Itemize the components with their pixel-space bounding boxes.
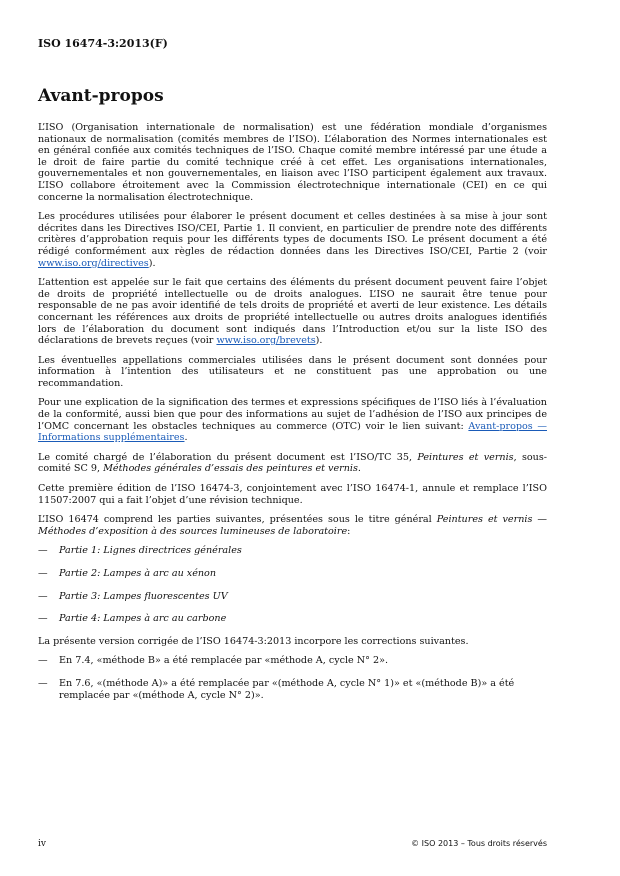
patents-text: L’attention est appelée sur le fait que certains des éléments du présent document peuvent faire l’objet de droits de propriété intellectuelle ou de droits analogues. L’ISO ne saurait être tenue pour responsable de ne pas avoir identifié de tels droits de propriété et averti de leur existence. Les détails concernant les références aux droits de propriété intellectuelle ou autres droits analogues identifiés lors de l’élaboration du document sont indiqués dans l’Introduction et/ou sur la liste ISO des déclarations de brevets reçues (voir (38, 277, 547, 347)
procedures-text: Les procédures utilisées pour élaborer le présent document et celles destinées à sa mise à jour sont décrites dans les Directives ISO/CEI, Partie 1. Il convient, en particulier de prendre note des différents critères d’approbation requis pour les différents types de documents ISO. Le présent document a été rédigé conformément aux règles de rédaction données dans les Directives ISO/CEI, Partie 2 (voir (38, 211, 547, 257)
part-list-item (38, 591, 547, 603)
dash-marker: — (38, 677, 48, 689)
dash-marker: — (38, 613, 48, 625)
committee-text-a: Le comité chargé de l’élaboration du présent document est l’ISO/TC 35, (38, 451, 418, 463)
paragraph-edition: Cette première édition de l’ISO 16474-3, conjointement avec l’ISO 16474-1, annule et remplace l’ISO 11507:2007 qui a fait l’objet d’une révision technique. (38, 483, 547, 506)
dash-marker: — (38, 655, 48, 667)
conformity-text: Pour une explication de la signification des termes et expressions spécifiques de l’ISO liés à l’évaluation de la conformité, aussi bien que pour des informations au sujet de l’adhésion de l’ISO aux principes de l’OMC concernant les obstacles techniques au commerce (OTC) voir le lien suivant: (38, 397, 547, 432)
parts-intro-text: L’ISO 16474 comprend les parties suivantes, présentées sous le titre général (38, 514, 437, 526)
dash-marker: — (38, 545, 48, 557)
parts-intro-end: : (347, 525, 351, 537)
paragraph-committee (38, 452, 547, 475)
part-3-label: Partie 3: Lampes fluorescentes UV (59, 590, 228, 602)
patents-link[interactable]: www.iso.org/brevets (216, 335, 316, 347)
conformity-end: . (184, 432, 188, 444)
correction-item (38, 655, 547, 667)
correction-1-text: En 7.4, «méthode B» a été remplacée par «méthode A, cycle N° 2». (59, 655, 389, 667)
dash-marker: — (38, 590, 48, 602)
part-list-item (38, 568, 547, 580)
paragraph-conformity (38, 397, 547, 443)
correction-item (38, 678, 547, 701)
part-2-label: Partie 2: Lampes à arc au xénon (59, 568, 217, 579)
copyright-notice: © ISO 2013 – Tous droits réservés (411, 839, 547, 848)
page-title: Avant-propos (38, 86, 164, 106)
page-number: iv (38, 839, 46, 849)
paragraph-iso-intro: L’ISO (Organisation internationale de normalisation) est une fédération mondiale d’organismes nationaux de normalisation (comités membres de l’ISO). L’élaboration des Normes internationales est en général confiée aux comités techniques de l’ISO. Chaque comité membre intéressé par une étude a le droit de faire partie du comité technique créé à cet effet. Les organisations internationales, gouvernementales et non gouvernementales, en liaison avec l’ISO participent également aux travaux. L’ISO collabore étroitement avec la Commission électrotechnique internationale (CEI) en ce qui concerne la normalisation électrotechnique. (38, 122, 547, 203)
committee-text-c: , sous-comité SC 9, (38, 451, 547, 475)
paragraph-trade-names: Les éventuelles appellations commerciales utilisées dans le présent document sont données pour information à l’intention des utilisateurs et ne constituent pas une approbation ou une recommandation. (38, 354, 547, 389)
paragraph-parts-intro (38, 514, 547, 537)
part-list-item (38, 613, 547, 625)
paragraph-corrected-version: La présente version corrigée de l’ISO 16474-3:2013 incorpore les corrections suivantes. (38, 635, 469, 647)
procedures-end: ). (148, 257, 156, 269)
document-id: ISO 16474-3:2013(F) (38, 37, 168, 50)
supplementary-info-link[interactable]: Avant-propos — Informations supplémentaires (38, 420, 547, 444)
paragraph-procedures (38, 211, 547, 269)
general-title: Peintures et vernis — Méthodes d’exposition à des sources lumineuses de laboratoire (38, 514, 547, 537)
dash-marker: — (38, 568, 48, 579)
patents-end: ). (315, 335, 323, 347)
paragraph-patents (38, 277, 547, 347)
directives-link[interactable]: www.iso.org/directives (38, 257, 149, 269)
part-4-label: Partie 4: Lampes à arc au carbone (59, 613, 227, 625)
correction-2-text: En 7.6, «(méthode A)» a été remplacée par «(méthode A, cycle N° 1)» et «(méthode B)» a été remplacée par «(méthode A, cycle N° 2)». (59, 677, 515, 701)
subcommittee-title: Méthodes générales d’essais des peintures et vernis (103, 463, 358, 475)
committee-title: Peintures et vernis (417, 451, 514, 463)
foreword-body (38, 122, 547, 712)
part-list-item (38, 545, 547, 557)
part-1-label: Partie 1: Lignes directrices générales (59, 545, 242, 557)
committee-text-e: . (357, 463, 361, 475)
